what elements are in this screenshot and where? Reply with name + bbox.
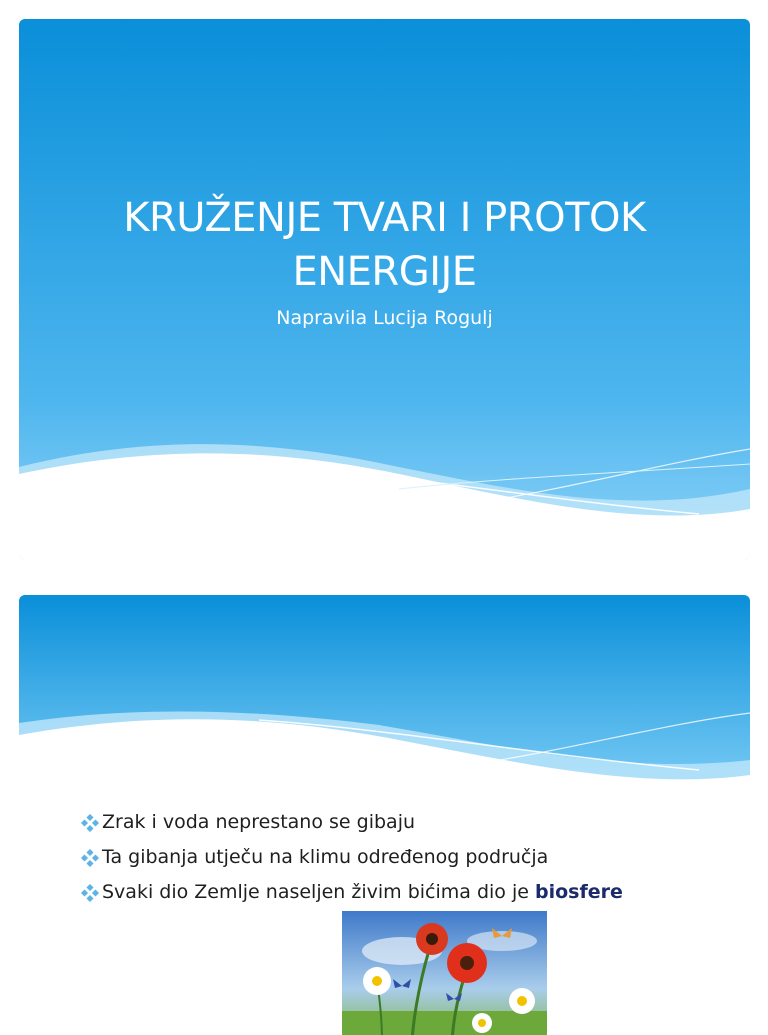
bullet-text: Ta gibanja utječu na klimu određenog područja [102, 846, 549, 868]
bullet-list [81, 805, 623, 910]
bullet-item [81, 840, 623, 875]
bullet-text: Zrak i voda neprestano se gibaju [102, 811, 416, 833]
title-line-2: ENERGIJE [292, 249, 477, 295]
slide-subtitle: Napravila Lucija Rogulj [276, 307, 493, 329]
flowers-butterflies-photo [342, 911, 547, 1035]
diamond-bullet-icon [81, 884, 99, 902]
bullet-item [81, 875, 623, 910]
slide-title [19, 191, 750, 299]
bullet-bold-word: biosfere [534, 881, 623, 903]
content-slide[interactable] [19, 595, 750, 1035]
title-line-1: KRUŽENJE TVARI I PROTOK [123, 195, 646, 241]
title-slide[interactable] [19, 19, 750, 559]
flowers-photo-icon [342, 911, 547, 1035]
bullet-item [81, 805, 623, 840]
diamond-bullet-icon [81, 849, 99, 867]
bullet-text: Svaki dio Zemlje naseljen živim bićima dio je [102, 881, 535, 903]
diamond-bullet-icon [81, 814, 99, 832]
